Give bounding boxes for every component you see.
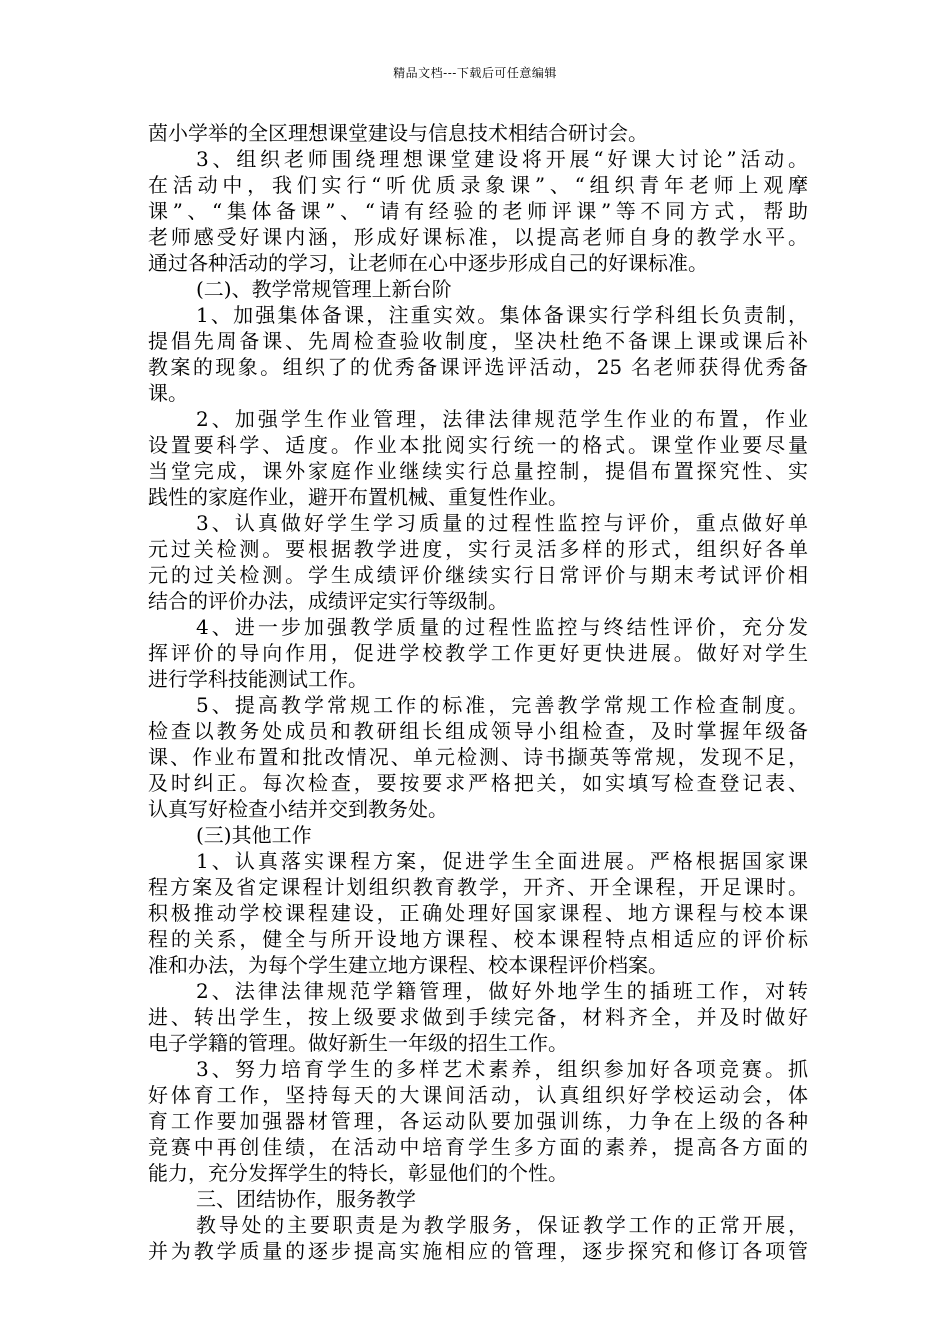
text-line: 1、加强集体备课，注重实效。集体备课实行学科组长负责制， xyxy=(196,303,808,327)
text-line: 3、努力培育学生的多样艺术素养，组织参加好各项竞赛。抓 xyxy=(196,1057,808,1081)
text-line: 5、提高教学常规工作的标准，完善教学常规工作检查制度。 xyxy=(196,693,808,717)
text-line: 元过关检测。要根据教学进度，实行灵活多样的形式，组织好各单 xyxy=(148,537,808,561)
text-line: 设置要科学、适度。作业本批阅实行统一的格式。课堂作业要尽量 xyxy=(148,433,808,457)
document-body xyxy=(148,120,808,1264)
text-line: 结合的评价办法，成绩评定实行等级制。 xyxy=(148,589,508,613)
text-line: 及时纠正。每次检查，要按要求严格把关，如实填写检查登记表、 xyxy=(148,771,808,795)
text-line: 1、认真落实课程方案，促进学生全面进展。严格根据国家课 xyxy=(196,849,808,873)
text-line: 课、作业布置和批改情况、单元检测、诗书撷英等常规，发现不足， xyxy=(148,745,808,769)
text-line: 竞赛中再创佳绩，在活动中培育学生多方面的素养，提高各方面的 xyxy=(148,1135,808,1159)
text-line: 教案的现象。组织了的优秀备课评选评活动，25 名老师获得优秀备 xyxy=(148,355,808,379)
text-line: 三、团结协作，服务教学 xyxy=(196,1187,416,1211)
text-line: 育工作要加强器材管理，各运动队要加强训练，力争在上级的各种 xyxy=(148,1109,808,1133)
text-line: 2、加强学生作业管理，法律法律规范学生作业的布置，作业 xyxy=(196,407,808,431)
text-line: 老师感受好课内涵，形成好课标准，以提高老师自身的教学水平。 xyxy=(148,225,808,249)
page-header: 精品文档---下载后可任意编辑 xyxy=(393,66,557,80)
text-line: 当堂完成，课外家庭作业继续实行总量控制，提倡布置探究性、实 xyxy=(148,459,808,483)
text-line: 在活动中，我们实行“听优质录象课”、“组织青年老师上观摩 xyxy=(148,173,808,197)
text-line: 认真写好检查小结并交到教务处。 xyxy=(148,797,448,821)
text-line: 能力，充分发挥学生的特长，彰显他们的个性。 xyxy=(148,1161,568,1185)
text-line: 教导处的主要职责是为教学服务，保证教学工作的正常开展， xyxy=(196,1213,808,1237)
text-line: (二)、教学常规管理上新台阶 xyxy=(196,277,452,301)
text-line: 程方案及省定课程计划组织教育教学，开齐、开全课程，开足课时。 xyxy=(148,875,808,899)
text-line: 3、组织老师围绕理想课堂建设将开展“好课大讨论”活动。 xyxy=(196,147,808,171)
text-line: 茵小学举的全区理想课堂建设与信息技术相结合研讨会。 xyxy=(148,121,648,145)
text-line: 课。 xyxy=(148,381,188,405)
text-line: 2、法律法律规范学籍管理，做好外地学生的插班工作，对转 xyxy=(196,979,808,1003)
text-line: 通过各种活动的学习，让老师在心中逐步形成自己的好课标准。 xyxy=(148,251,708,275)
text-line: 检查以教务处成员和教研组长组成领导小组检查，及时掌握年级备 xyxy=(148,719,808,743)
text-line: 程的关系，健全与所开设地方课程、校本课程特点相适应的评价标 xyxy=(148,927,808,951)
text-line: 进、转出学生，按上级要求做到手续完备，材料齐全，并及时做好 xyxy=(148,1005,808,1029)
text-line: 好体育工作，坚持每天的大课间活动，认真组织好学校运动会，体 xyxy=(148,1083,808,1107)
text-line: 元的过关检测。学生成绩评价继续实行日常评价与期末考试评价相 xyxy=(148,563,808,587)
text-line: 课”、“集体备课”、“请有经验的老师评课”等不同方式，帮助 xyxy=(148,199,808,223)
text-line: 挥评价的导向作用，促进学校教学工作更好更快进展。做好对学生 xyxy=(148,641,808,665)
text-line: 准和办法，为每个学生建立地方课程、校本课程评价档案。 xyxy=(148,953,668,977)
text-line: 提倡先周备课、先周检查验收制度，坚决杜绝不备课上课或课后补 xyxy=(148,329,808,353)
text-line: (三)其他工作 xyxy=(196,823,312,847)
text-line: 积极推动学校课程建设，正确处理好国家课程、地方课程与校本课 xyxy=(148,901,808,925)
text-line: 3、认真做好学生学习质量的过程性监控与评价，重点做好单 xyxy=(196,511,808,535)
text-line: 4、进一步加强教学质量的过程性监控与终结性评价，充分发 xyxy=(196,615,808,639)
text-line: 并为教学质量的逐步提高实施相应的管理，逐步探究和修订各项管 xyxy=(148,1239,808,1263)
text-line: 进行学科技能测试工作。 xyxy=(148,667,368,691)
text-line: 电子学籍的管理。做好新生一年级的招生工作。 xyxy=(148,1031,568,1055)
text-line: 践性的家庭作业，避开布置机械、重复性作业。 xyxy=(148,485,568,509)
